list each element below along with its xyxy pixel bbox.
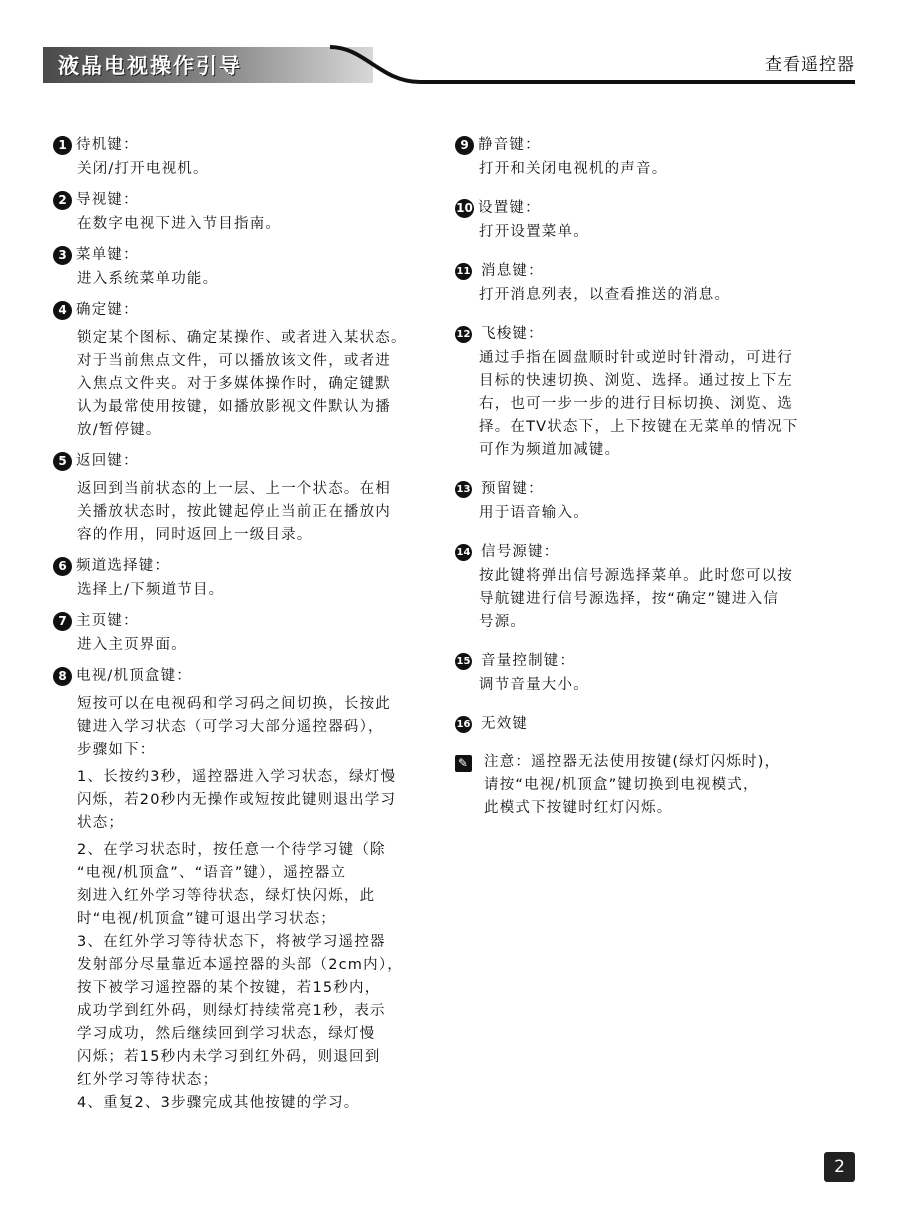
key-desc-line: 关播放状态时，按此键起停止当前正在播放内 <box>77 504 391 520</box>
key-title: 主页键： <box>76 612 139 629</box>
key-title: 消息键： <box>481 262 544 279</box>
key-desc-line: 入焦点文件夹。对于多媒体操作时，确定键默 <box>77 376 391 392</box>
key-desc-line: 认为最常使用按键，如播放影视文件默认为播 <box>77 399 391 415</box>
step-line: “电视/机顶盒”、“语音”键），遥控器立 <box>77 865 347 881</box>
page-header <box>0 0 898 100</box>
key-item-standby <box>53 132 433 181</box>
key-title: 电视/机顶盒键： <box>76 667 192 684</box>
step-line: 成功学到红外码，则绿灯持续常亮1秒，表示 <box>77 1003 386 1019</box>
number-badge: 4 <box>53 301 72 320</box>
number-badge: 9 <box>455 136 474 155</box>
key-item-reserved <box>455 476 840 525</box>
key-item-guide <box>53 187 433 236</box>
key-desc-line: 可作为频道加减键。 <box>479 442 621 458</box>
key-item-shuttle <box>455 321 840 462</box>
pencil-note-icon: ✎ <box>455 755 472 772</box>
key-title: 返回键： <box>76 452 139 469</box>
key-title: 音量控制键： <box>481 652 576 669</box>
key-title: 无效键 <box>481 715 529 732</box>
key-title: 确定键： <box>76 301 139 318</box>
section-title: 查看遥控器 <box>765 55 855 75</box>
key-item-tv-stb <box>53 663 433 1115</box>
key-item-source <box>455 539 840 634</box>
key-title: 待机键： <box>76 136 139 153</box>
key-item-ok <box>53 297 433 442</box>
number-badge: 6 <box>53 557 72 576</box>
step-line: 闪烁；若15秒内未学习到红外码，则退回到 <box>77 1049 381 1065</box>
number-badge: 11 <box>455 263 472 280</box>
key-desc-line: 通过手指在圆盘顺时针或逆时针滑动，可进行 <box>479 350 793 366</box>
key-desc-line: 对于当前焦点文件，可以播放该文件，或者进 <box>77 353 391 369</box>
step-line: 刻进入红外学习等待状态，绿灯快闪烁，此 <box>77 888 376 904</box>
key-desc: 进入主页界面。 <box>77 637 187 653</box>
key-title: 设置键： <box>478 199 541 216</box>
key-item-volume <box>455 648 840 697</box>
key-desc-line: 择。在TV状态下，上下按键在无菜单的情况下 <box>479 419 799 435</box>
number-badge: 2 <box>53 191 72 210</box>
key-item-back <box>53 448 433 547</box>
note-line: 请按“电视/机顶盒”键切换到电视模式， <box>484 777 759 793</box>
left-column <box>53 132 433 1121</box>
number-badge: 10 <box>455 199 474 218</box>
key-item-settings <box>455 195 840 244</box>
step-line: 状态； <box>77 815 125 831</box>
key-title: 菜单键： <box>76 246 139 263</box>
number-badge: 15 <box>455 653 472 670</box>
number-badge: 12 <box>455 326 472 343</box>
key-item-channel <box>53 553 433 602</box>
key-title: 导视键： <box>76 191 139 208</box>
note-block <box>455 751 840 820</box>
note-line: 此模式下按键时红灯闪烁。 <box>484 800 673 816</box>
number-badge: 3 <box>53 246 72 265</box>
step-line: 发射部分尽量靠近本遥控器的头部（2cm内）， <box>77 957 403 973</box>
step-line: 1、长按约3秒，遥控器进入学习状态，绿灯慢 <box>77 769 397 785</box>
number-badge: 16 <box>455 716 472 733</box>
key-desc-line: 容的作用，同时返回上一级目录。 <box>77 527 313 543</box>
note-line: 注意：遥控器无法使用按键(绿灯闪烁时)， <box>484 754 781 770</box>
key-desc-line: 放/暂停键。 <box>77 422 162 438</box>
learning-steps <box>53 766 433 1115</box>
key-desc-line: 号源。 <box>479 614 527 630</box>
key-desc: 调节音量大小。 <box>479 677 589 693</box>
header-swoosh-line <box>0 0 898 100</box>
key-desc: 关闭/打开电视机。 <box>77 161 209 177</box>
step-line: 时“电视/机顶盒”键可退出学习状态； <box>77 911 337 927</box>
step-line: 3、在红外学习等待状态下，将被学习遥控器 <box>77 934 386 950</box>
number-badge: 5 <box>53 452 72 471</box>
key-desc-line: 短按可以在电视码和学习码之间切换，长按此 <box>77 696 391 712</box>
key-desc-line: 步骤如下： <box>77 742 156 758</box>
key-title: 信号源键： <box>481 543 560 560</box>
key-desc: 打开设置菜单。 <box>479 224 589 240</box>
number-badge: 1 <box>53 136 72 155</box>
step-line: 红外学习等待状态； <box>77 1072 219 1088</box>
right-column <box>455 132 840 820</box>
key-title: 频道选择键： <box>76 557 171 574</box>
page-number: 2 <box>824 1152 855 1182</box>
key-desc-line: 目标的快速切换、浏览、选择。通过按上下左 <box>479 373 793 389</box>
key-item-home <box>53 608 433 657</box>
key-item-menu <box>53 242 433 291</box>
key-title: 飞梭键： <box>481 325 544 342</box>
key-desc: 打开和关闭电视机的声音。 <box>479 161 668 177</box>
key-title: 静音键： <box>478 136 541 153</box>
number-badge: 13 <box>455 481 472 498</box>
key-desc: 在数字电视下进入节目指南。 <box>77 216 282 232</box>
key-desc-line: 按此键将弹出信号源选择菜单。此时您可以按 <box>479 568 793 584</box>
key-item-invalid <box>455 711 840 737</box>
step-line: 闪烁，若20秒内无操作或短按此键则退出学习 <box>77 792 397 808</box>
key-desc: 进入系统菜单功能。 <box>77 271 219 287</box>
key-desc-line: 导航键进行信号源选择，按“确定”键进入信 <box>479 591 780 607</box>
step-line: 2、在学习状态时，按任意一个待学习键（除 <box>77 842 386 858</box>
key-desc: 选择上/下频道节目。 <box>77 582 225 598</box>
key-desc: 打开消息列表，以查看推送的消息。 <box>479 287 731 303</box>
key-desc: 用于语音输入。 <box>479 505 589 521</box>
number-badge: 7 <box>53 612 72 631</box>
header-title: 液晶电视操作引导 <box>58 54 242 78</box>
step-line: 学习成功，然后继续回到学习状态，绿灯慢 <box>77 1026 376 1042</box>
step-line: 按下被学习遥控器的某个按键，若15秒内， <box>77 980 381 996</box>
key-title: 预留键： <box>481 480 544 497</box>
step-line: 4、重复2、3步骤完成其他按键的学习。 <box>77 1095 360 1111</box>
number-badge: 8 <box>53 667 72 686</box>
key-desc-line: 键进入学习状态（可学习大部分遥控器码）， <box>77 719 384 735</box>
key-item-message <box>455 258 840 307</box>
key-desc-line: 右，也可一步一步的进行目标切换、浏览、选 <box>479 396 793 412</box>
key-desc-line: 返回到当前状态的上一层、上一个状态。在相 <box>77 481 391 497</box>
key-item-mute <box>455 132 840 181</box>
key-desc-line: 锁定某个图标、确定某操作、或者进入某状态。 <box>77 330 407 346</box>
number-badge: 14 <box>455 544 472 561</box>
